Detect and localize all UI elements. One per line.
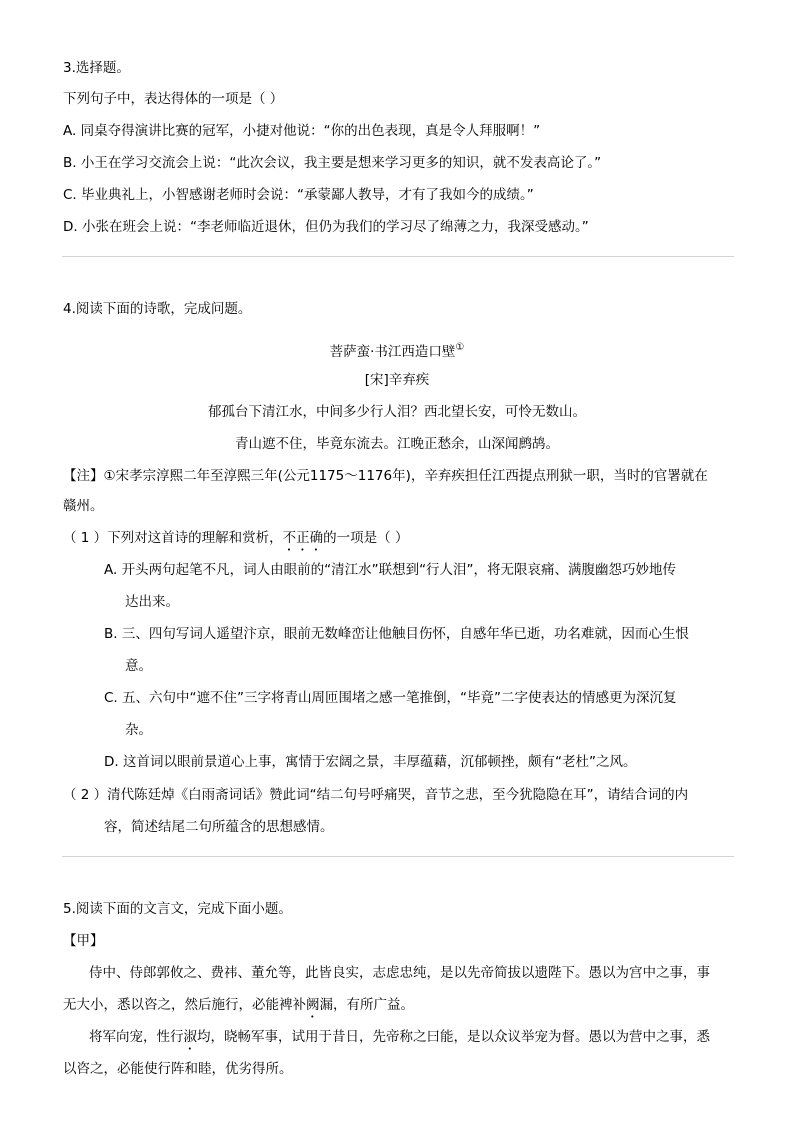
emphasis-not-correct: 不正确 [282, 530, 324, 546]
q5-title: 5.阅读下面的文言文，完成下面小题。 [63, 901, 292, 917]
passage-p1-line1: 侍中、侍郎郭攸之、费祎、董允等，此皆良实，志虑忠纯，是以先帝简拔以遗陛下。愚以为宫中之事，事 [89, 965, 710, 981]
passage-text: 无大小，悉以咨之，然后施行，必能裨补 [63, 997, 306, 1013]
sub-question-1-stem [63, 528, 408, 554]
emphasized-char-shu: 淑 [183, 1029, 197, 1045]
section-jia: 【甲】 [63, 933, 104, 949]
q3-stem: 下列句子中，表达得体的一项是（ ） [63, 91, 284, 107]
sub1-option-c-line2: 杂。 [125, 722, 152, 738]
emphasized-char-que: 阙 [306, 997, 320, 1013]
poem-note-line-1: 【注】①宋孝宗淳熙二年至淳熙三年(公元1175～1176年)，辛弃疾担任江西提点刑狱一职，当时的官署就在 [63, 468, 708, 484]
sub1-option-a-line1: A. 开头两句起笔不凡，词人由眼前的“清江水”联想到“行人泪”，将无限哀痛、满腹幽怨巧妙地传 [104, 562, 677, 578]
sub-question-2-line1 [63, 785, 688, 805]
poem-title-text: 菩萨蛮·书江西造口壁 [329, 344, 456, 360]
poem-title [0, 338, 794, 362]
poem-note-line-2: 赣州。 [63, 498, 104, 514]
poem-line-2: 青山遮不住，毕竟东流去。江晚正愁余，山深闻鹧鸪。 [235, 436, 559, 452]
footnote-marker: ① [455, 342, 465, 353]
q4-title: 4.阅读下面的诗歌，完成问题。 [63, 301, 252, 317]
q3-option-d: D. 小张在班会上说：“李老师临近退休，但仍为我们的学习尽了绵薄之力，我深受感动。” [63, 219, 589, 235]
sub1-option-a-line2: 达出来。 [125, 594, 179, 610]
q3-title: 3.选择题。 [63, 60, 130, 76]
sub1-option-c-line1: C. 五、六句中“遮不住”三字将青山周匝围堵之感一笔推倒，“毕竟”二字使表达的情感更为深沉复 [104, 690, 677, 706]
sub-question-2-line2: 容，简述结尾二句所蕴含的思想感情。 [104, 819, 334, 835]
passage-p1-line2 [63, 995, 414, 1021]
sub1-option-b-line2: 意。 [125, 658, 152, 674]
passage-p2-line1 [89, 1027, 710, 1053]
q3-option-c: C. 毕业典礼上，小智感谢老师时会说：“承蒙鄙人教导，才有了我如今的成绩。” [63, 187, 534, 203]
poem-author: [宋]辛弃疾 [364, 372, 430, 388]
sub-question-2-text: （ 2 ）清代陈廷焯 [63, 787, 175, 803]
q3-option-a: A. 同桌夺得演讲比赛的冠军，小捷对他说：“你的出色表现，真是令人拜服啊！” [63, 123, 541, 139]
passage-text: 将军向宠，性行 [89, 1029, 184, 1045]
divider [62, 856, 734, 857]
poem-line-1: 郁孤台下清江水，中间多少行人泪？西北望长安，可怜无数山。 [208, 404, 586, 420]
q3-option-b: B. 小王在学习交流会上说：“此次会议，我主要是想来学习更多的知识，就不发表高论了。” [63, 155, 602, 171]
passage-text: 均，晓畅军事，试用于昔日，先帝称之曰能，是以众议举宠为督。愚以为营中之事，悉 [197, 1029, 710, 1045]
passage-p2-line2: 以咨之，必能使行阵和睦，优劣得所。 [63, 1061, 293, 1077]
sub1-option-d: D. 这首词以眼前景道心上事，寓情于宏阔之景，丰厚蕴藉，沉郁顿挫，颇有“老杜”之风。 [104, 754, 637, 770]
sub1-option-b-line1: B. 三、四句写词人遥望汴京，眼前无数峰峦让他触目伤怀，自感年华已逝，功名难就，因而心生恨 [104, 626, 689, 642]
sub-question-2-text-end: 赞此词“结二句号呼痛哭，音节之悲，至今犹隐隐在耳”，请结合词的内 [269, 787, 689, 803]
passage-text: 漏，有所广益。 [319, 997, 414, 1013]
sub-question-1-text-end: 的一项是（ ） [323, 530, 409, 546]
divider [62, 256, 734, 257]
sub-question-1-text: （ 1 ）下列对这首诗的理解和赏析， [63, 530, 283, 546]
book-title: 《白雨斋词话》 [174, 787, 270, 803]
